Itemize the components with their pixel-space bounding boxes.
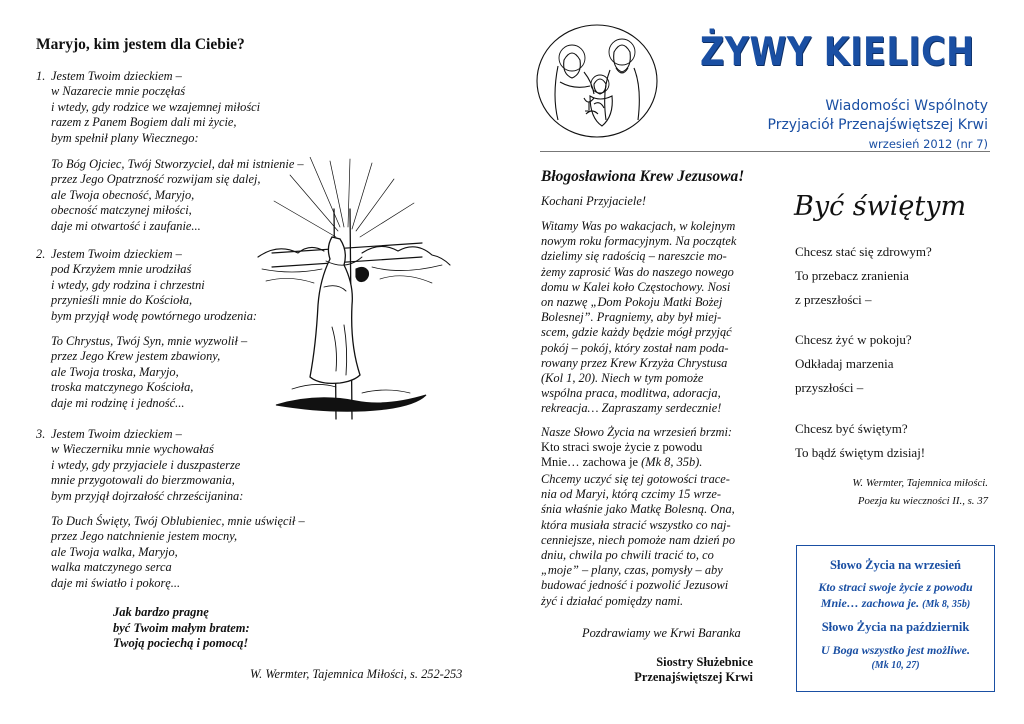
right-poem-line: Chcesz stać się zdrowym?	[795, 244, 932, 259]
poem-line: i wtedy, gdy przyjaciele i duszpasterze	[51, 457, 241, 472]
poem-line: daje mi otwartość i zaufanie...	[51, 218, 201, 233]
poem-line: bym spełnił plany Wiecznego:	[51, 130, 199, 145]
right-poem-line: To przebacz zranienia	[795, 268, 909, 283]
header-divider	[540, 151, 990, 152]
poem-line: daje mi światło i pokorę...	[51, 575, 181, 590]
poem-stanza	[36, 247, 257, 324]
letter-line: która musiała stracić wszystko co naj-	[541, 517, 731, 532]
letter-line: scem, gdzie każdy będzie mógł przyjąć	[541, 325, 732, 340]
holy-family-icon	[534, 22, 660, 140]
letter-line: pokój – pokój, który został nam poda-	[541, 340, 729, 355]
right-source-line: Poezja ku wieczności II., s. 37	[857, 495, 988, 507]
right-source-line: W. Wermter, Tajemnica miłości.	[852, 477, 988, 489]
letter-signature: Przenajświętszej Krwi	[634, 670, 753, 684]
stanza-number: 2.	[36, 247, 46, 261]
poem-line: w Nazarecie mnie poczęłaś	[51, 84, 186, 99]
closing-line: być Twoim małym bratem:	[113, 620, 250, 635]
poem-line: To Duch Święty, Twój Oblubieniec, mnie uświęcił –	[51, 514, 305, 528]
letter-line: cenniejsze, niech pomoże nam dzień po	[541, 532, 736, 547]
poem-line: troska matczynego Kościoła,	[51, 380, 194, 395]
cross-with-figure-icon	[252, 157, 452, 432]
poem-line: w Wieczerniku mnie wychowałaś	[51, 442, 214, 457]
letter-line: rekreacja… Zapraszamy serdecznie!	[541, 401, 722, 416]
poem-stanza	[36, 69, 260, 146]
right-poem-line: Chcesz być świętym?	[795, 421, 908, 436]
letter-line: żyć i działać pomiędzy nami.	[541, 593, 684, 608]
letter-line: budować jedność i pozwolić Jezusowi	[541, 578, 729, 593]
letter-line: rowany przez Krew Krzyża Chrystusa	[541, 355, 728, 370]
poem-line: bym przyjął dojrzałość chrześcijanina:	[51, 488, 244, 503]
word-box-title: Słowo Życia na październik	[821, 620, 970, 634]
masthead-title: ŻYWY KIELICH	[700, 30, 975, 75]
letter-regards: Pozdrawiamy we Krwi Baranka	[582, 626, 741, 640]
word-of-life-quote: Mnie… zachowa je	[541, 455, 639, 470]
right-poem-line: Odkładaj marzenia	[795, 356, 894, 371]
letter-line: dniu, chwila po chwili tracić to, co	[541, 548, 714, 563]
poem-line: To Chrystus, Twój Syn, mnie wyzwolił –	[51, 334, 248, 348]
poem-line: mnie przygotowali do bierzmowania,	[51, 473, 235, 488]
right-poem-line: Chcesz żyć w pokoju?	[795, 332, 912, 347]
poem-line: Jestem Twoim dzieckiem –	[51, 427, 182, 441]
letter-line: domu w Kalei koło Częstochowy. Nosi	[541, 279, 731, 294]
word-box-quote-line	[797, 596, 994, 611]
poem-stanza	[36, 514, 305, 591]
letter-line: dzielimy się radością – nareszcie mo-	[541, 249, 727, 264]
word-of-life-ref: (Mk 8, 35b).	[641, 455, 703, 470]
letter-body-continued	[541, 472, 735, 609]
handwritten-heading-text: Być świętym	[794, 191, 967, 222]
poem-line: razem z Panem Bogiem dali mi życie,	[51, 115, 237, 130]
issue-label: wrzesień 2012 (nr 7)	[868, 137, 988, 151]
word-box-ref: (Mk 8, 35b)	[922, 599, 971, 610]
poem-line: walka matczynego serca	[51, 560, 172, 575]
right-poem-line: przyszłości –	[795, 380, 864, 395]
letter-line: nowym roku formacyjnym. Na początek	[541, 234, 737, 249]
masthead-subtitle: Wiadomości Wspólnoty	[825, 98, 988, 114]
word-box-title: Słowo Życia na wrzesień	[830, 558, 961, 572]
word-box-quote: Mnie… zachowa je.	[820, 596, 920, 610]
poem-title: Maryjo, kim jestem dla Ciebie?	[36, 36, 245, 53]
poem-line: ale Twoja walka, Maryjo,	[51, 544, 178, 559]
closing-line: Twoją pociechą i pomocą!	[113, 636, 249, 651]
word-of-life-intro: Nasze Słowo Życia na wrzesień brzmi:	[541, 425, 733, 439]
poem-line: i wtedy, gdy rodzina i chrzestni	[51, 277, 205, 292]
letter-line: on nazwę „Dom Pokoju Matki Bożej	[541, 295, 723, 310]
letter-line: (Kol 1, 20). Niech w tym pomoże	[541, 371, 704, 386]
poem-line: przez Jego Opatrzność rozwijam się dalej,	[51, 172, 261, 187]
poem-line: ale Twoja troska, Maryjo,	[51, 364, 179, 379]
right-poem-line: To bądź świętym dzisiaj!	[795, 445, 926, 460]
poem-stanza	[36, 334, 247, 411]
letter-line: wspólna praca, modlitwa, adoracja,	[541, 386, 721, 401]
handwritten-heading	[792, 187, 992, 227]
poem-line: przez Jego natchnienie jestem mocny,	[51, 529, 238, 544]
masthead-subtitle: Przyjaciół Przenajświętszej Krwi	[767, 117, 988, 133]
word-box-quote: Kto straci swoje życie z powodu	[818, 580, 973, 594]
letter-line: „moje” – plany, czas, pomysły – aby	[541, 563, 723, 578]
poem-line: obecność matczynej miłości,	[51, 203, 192, 218]
word-of-life-box	[796, 545, 995, 692]
poem-line: Jestem Twoim dzieckiem –	[51, 69, 182, 83]
right-source	[852, 474, 988, 510]
letter-signature: Siostry Służebnice	[656, 655, 753, 669]
poem-line: daje mi rodzinę i jedność...	[51, 395, 185, 410]
poem-line: pod Krzyżem mnie urodziłaś	[51, 262, 192, 277]
poem-stanza	[36, 427, 243, 504]
word-of-life-quote: Kto straci swoje życie z powodu	[541, 440, 703, 455]
letter-title: Błogosławiona Krew Jezusowa!	[541, 168, 745, 185]
letter-line: Bolesnej”. Pragniemy, aby był miej-	[541, 310, 722, 325]
poem-line: To Bóg Ojciec, Twój Stworzyciel, dał mi istnienie –	[51, 157, 304, 171]
poem-line: ale Twoja obecność, Maryjo,	[51, 187, 195, 202]
poem-line: bym przyjął wodę powtórnego urodzenia:	[51, 308, 258, 323]
word-box-quote: U Boga wszystko jest możliwe.	[820, 643, 970, 657]
poem-line: przez Jego Krew jestem zbawiony,	[51, 349, 221, 364]
stanza-number: 1.	[36, 69, 46, 83]
right-poem-line: z przeszłości –	[795, 292, 872, 307]
poem-line: Jestem Twoim dzieckiem –	[51, 247, 182, 261]
word-box-ref: (Mk 10, 27)	[871, 660, 920, 671]
letter-word-of-life	[541, 425, 732, 471]
letter-body	[541, 219, 736, 417]
poem-closing	[113, 605, 250, 652]
letter-line: żemy zaprosić Was do naszego nowego	[541, 264, 734, 279]
letter-line: nia od Maryi, którą czcimy 15 wrze-	[541, 487, 721, 502]
stanza-number: 3.	[36, 427, 46, 441]
letter-greeting: Kochani Przyjaciele!	[541, 194, 646, 208]
poem-line: przynieśli mnie do Kościoła,	[51, 293, 193, 308]
poem-line: i wtedy, gdy rodzice we wzajemnej miłości	[51, 99, 261, 114]
poem-source: W. Wermter, Tajemnica Miłości, s. 252-253	[250, 667, 463, 681]
letter-line: Witamy Was po wakacjach, w kolejnym	[541, 219, 736, 233]
letter-line: Chcemy uczyć się tej gotowości trace-	[541, 472, 730, 486]
closing-line: Jak bardzo pragnę	[113, 605, 209, 619]
letter-line: śnia właśnie jako Matkę Bolesną. Ona,	[541, 502, 735, 517]
